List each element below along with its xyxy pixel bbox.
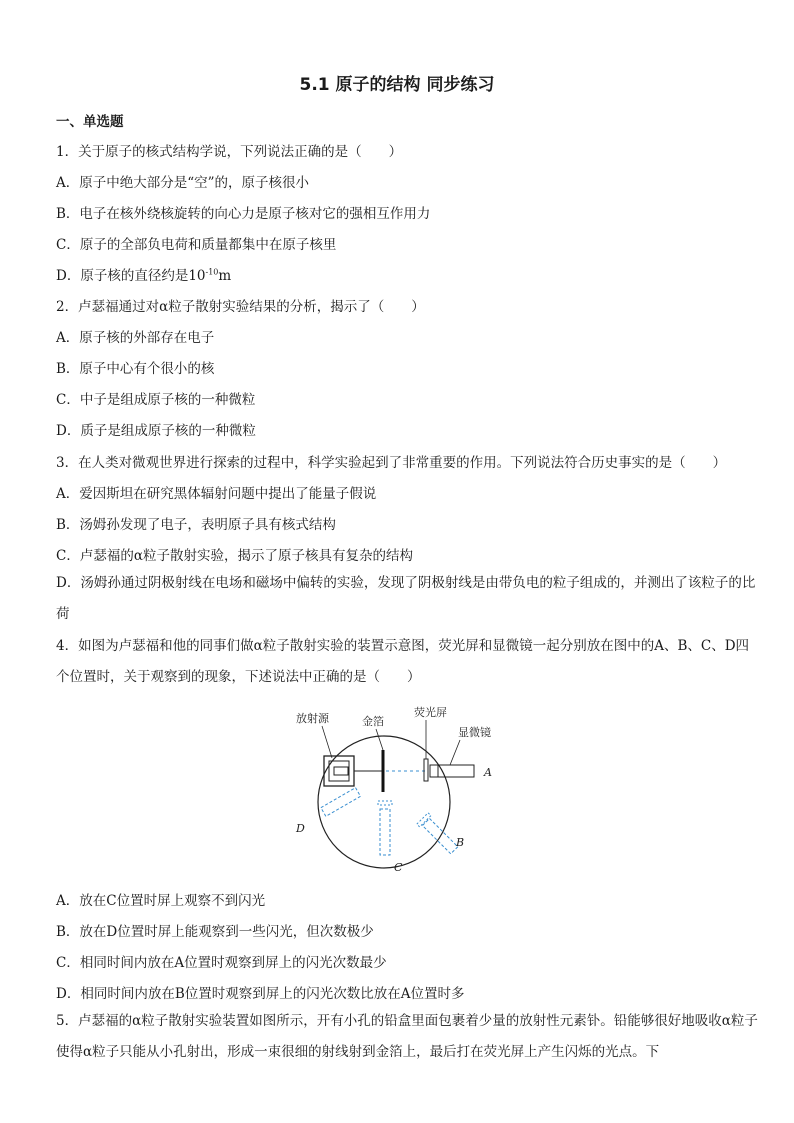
q1-option-a: A．原子中绝大部分是“空”的，原子核很小 bbox=[56, 175, 310, 191]
q1-option-c: C．原子的全部负电荷和质量都集中在原子核里 bbox=[56, 237, 337, 253]
q1-option-b: B．电子在核外绕核旋转的向心力是原子核对它的强相互作用力 bbox=[56, 206, 431, 222]
q4-stem: 4．如图为卢瑟福和他的同事们做α粒子散射实验的装置示意图，荧光屏和显微镜一起分别放在图中的A、B、C、D四个位置时，关于观察到的现象，下述说法中正确的是（ ） bbox=[56, 638, 750, 685]
label-microscope: 显微镜 bbox=[458, 726, 491, 739]
q2-stem: 2．卢瑟福通过对α粒子散射实验结果的分析，揭示了（ ） bbox=[56, 299, 425, 315]
source-inner bbox=[329, 761, 349, 781]
label-position-c: C bbox=[394, 861, 403, 874]
position-d-device bbox=[321, 788, 361, 817]
q4-option-d: D．相同时间内放在B位置时观察到屏上的闪光次数比放在A位置时多 bbox=[56, 986, 465, 1002]
q2-option-d: D．质子是组成原子核的一种微粒 bbox=[56, 423, 256, 439]
section-heading: 一、单选题 bbox=[56, 114, 124, 130]
q2-option-c: C．中子是组成原子核的一种微粒 bbox=[56, 392, 256, 408]
q3-option-b: B．汤姆孙发现了电子，表明原子具有核式结构 bbox=[56, 517, 336, 533]
q4-option-a: A．放在C位置时屏上观察不到闪光 bbox=[56, 893, 266, 909]
q3-option-a: A．爱因斯坦在研究黑体辐射问题中提出了能量子假说 bbox=[56, 486, 377, 502]
q4-option-c: C．相同时间内放在A位置时观察到屏上的闪光次数最少 bbox=[56, 955, 387, 971]
q1-stem: 1．关于原子的核式结构学说，下列说法正确的是（ ） bbox=[56, 144, 403, 160]
fluorescent-screen bbox=[424, 759, 428, 781]
radioactive-sample bbox=[334, 767, 348, 775]
q5-stem: 5．卢瑟福的α粒子散射实验装置如图所示，开有小孔的铅盒里面包裹着少量的放射性元素钋。铅能够很好地吸收α粒子使得α粒子只能从小孔射出，形成一束很细的射线射到金箔上，最后打在荧光屏上产生闪烁的光点。下 bbox=[56, 1013, 758, 1060]
q2-option-a: A．原子核的外部存在电子 bbox=[56, 330, 215, 346]
q3-option-d: D．汤姆孙通过阴极射线在电场和磁场中偏转的实验，发现了阴极射线是由带负电的粒子组成的，并测出了该粒子的比荷 bbox=[56, 575, 756, 622]
q1-option-d-exponent: -10 bbox=[205, 267, 219, 277]
leader-source bbox=[322, 726, 332, 758]
label-position-b: B bbox=[456, 836, 465, 849]
page-title: 5.1 原子的结构 同步练习 bbox=[299, 75, 495, 95]
q1-option-d-text: D．原子核的直径约是10 bbox=[56, 268, 206, 284]
q2-option-b: B．原子中心有个很小的核 bbox=[56, 361, 215, 377]
q4-option-b: B．放在D位置时屏上能观察到一些闪光，但次数极少 bbox=[56, 924, 374, 940]
rutherford-apparatus-figure bbox=[288, 704, 508, 879]
leader-microscope bbox=[450, 740, 460, 765]
label-gold-foil: 金箔 bbox=[362, 715, 384, 728]
label-position-a: A bbox=[484, 766, 492, 779]
q1-option-d-unit: m bbox=[218, 268, 232, 284]
leader-gold-foil bbox=[376, 729, 383, 750]
q3-option-c: C．卢瑟福的α粒子散射实验，揭示了原子核具有复杂的结构 bbox=[56, 548, 413, 564]
label-source: 放射源 bbox=[296, 712, 329, 725]
position-b-device bbox=[417, 813, 460, 856]
label-position-d: D bbox=[296, 822, 305, 835]
position-c-device bbox=[378, 801, 392, 855]
q1-option-d bbox=[56, 264, 231, 284]
microscope bbox=[430, 765, 474, 777]
q3-stem: 3．在人类对微观世界进行探索的过程中，科学实验起到了非常重要的作用。下列说法符合历史事实的是（ ） bbox=[56, 455, 727, 471]
label-screen: 荧光屏 bbox=[414, 706, 447, 719]
